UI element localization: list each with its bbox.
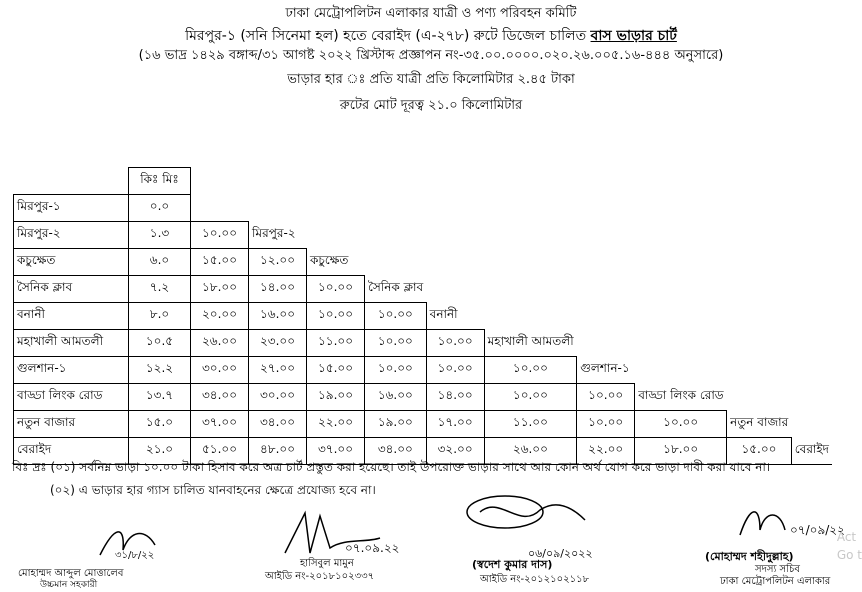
diagonal-stop-label: বনানী [426,303,484,330]
fare-cell: ১৮.০০ [191,276,249,303]
fare-cell: ১৫.০০ [727,438,792,465]
fare-cell: ১০.০০ [426,357,484,384]
sig2-name: হাসিবুল মামুন [300,558,354,569]
sig3-name: (স্বদেশ কুমার দাস) [472,558,553,571]
fare-rate: ভাড়ার হার ঃ প্রতি যাত্রী প্রতি কিলোমিটার ২.৪৫ টাকা [287,72,575,87]
stop-km: ৮.০ [129,303,191,330]
fare-cell: ১০.০০ [577,411,635,438]
stop-name: কচুক্ষেত [14,249,129,276]
stop-name: বনানী [14,303,129,330]
fare-cell: ১৯.০০ [307,384,365,411]
route-title [0,24,862,48]
stop-name: বাড্ডা লিংক রোড [14,384,129,411]
fare-cell: ১৪.০০ [426,384,484,411]
fare-cell: ৩৪.০০ [191,384,249,411]
fare-cell: ৫১.০০ [191,438,249,465]
fare-cell: ১৭.০০ [426,411,484,438]
sig3-id: আইডি নং-২০১২১০২১১৮ [480,574,590,585]
fare-cell: ১১.০০ [484,411,577,438]
sig3-date: ০৬/০৯/২০২২ [528,547,593,560]
sig2-date: ০৭.০৯.২২ [345,541,400,555]
note-2: (০২) এ ভাড়ার হার গ্যাস চালিত যানবাহনের ক্ষেত্রে প্রযোজ্য হবে না। [50,483,376,497]
fare-cell: ১০.০০ [635,411,727,438]
fare-cell: ১৪.০০ [249,276,307,303]
fare-cell: ৩৪.০০ [365,438,427,465]
signature-scrawl-3 [460,490,590,550]
stop-km: ১৫.০ [129,411,191,438]
fare-cell: ১০.০০ [307,276,365,303]
stop-name: নতুন বাজার [14,411,129,438]
fare-cell: ১৬.০০ [365,384,427,411]
fare-cell: ১৬.০০ [249,303,307,330]
fare-cell: ১০.০০ [191,222,249,249]
stop-km: ৬.০ [129,249,191,276]
fare-cell: ১৯.০০ [365,411,427,438]
fare-cell: ২৬.০০ [484,438,577,465]
sig4-title: সদস্য সচিব [755,564,800,575]
fare-cell: ১৮.০০ [635,438,727,465]
route-distance: রুটের মোট দূরত্ব ২১.০ কিলোমিটার [339,98,523,113]
fare-cell: ২০.০০ [191,303,249,330]
table-row [14,330,832,357]
diagonal-stop-label: নতুন বাজার [727,411,792,438]
diagonal-stop-label: গুলশান-১ [577,357,635,384]
stop-name: মিরপুর-২ [14,222,129,249]
gazette-reference: (১৬ ভাদ্র ১৪২৯ বঙ্গাব্দ/৩১ আগষ্ট ২০২২ খ্রিস্টাব্দ প্রজ্ঞাপন নং-৩৫.০০.০০০০.০২০.২৬.০০৫.১৬-৪৪৪ অনুসারে) [138,48,724,63]
fare-cell: ১০.০০ [365,357,427,384]
note-1: বিঃ দ্রঃ (০১) সর্বনিম্ন ভাড়া ১০.০০ টাকা হিসাব করে অত্র চার্ট প্রস্তুত করা হয়েছে। তাই উপরোক্ত ভাড়ার সাথে আর কোন অর্থ যোগ করে ভাড়া দাবী করা যাবে না। [12,460,771,474]
diagonal-stop-label: বেরাইদ [791,438,832,465]
stop-km: ০.০ [129,195,191,222]
committee-title: ঢাকা মেট্রোপলিটন এলাকার যাত্রী ও পণ্য পরিবহন কমিটি [285,6,577,21]
table-row [14,411,832,438]
fare-cell: ১২.০০ [249,249,307,276]
fare-cell: ১৫.০০ [307,357,365,384]
stop-km: ১২.২ [129,357,191,384]
fare-cell: ১০.০০ [365,330,427,357]
fare-cell: ১৫.০০ [191,249,249,276]
sig1-date: ৩১/৮/২২ [115,550,155,561]
fare-cell: ১০.০০ [577,384,635,411]
diagonal-stop-label: মহাখালী আমতলী [484,330,577,357]
stop-name: মহাখালী আমতলী [14,330,129,357]
fare-cell: ১১.০০ [307,330,365,357]
signature-scrawl-4 [735,500,795,540]
table-row [14,249,832,276]
table-header-row [14,168,832,195]
sig4-date: ০৭/০৯/২২ [790,523,845,537]
fare-cell: ১০.০০ [365,303,427,330]
stop-name: বেরাইদ [14,438,129,465]
fare-cell: ৩৭.০০ [191,411,249,438]
sig4-name: (মোহাম্মদ শহীদুল্লাহ) [705,550,794,563]
table-row [14,303,832,330]
diagonal-stop-label: কচুক্ষেত [307,249,365,276]
fare-cell: ৩০.০০ [249,384,307,411]
sig4-org: ঢাকা মেট্রোপলিটন এলাকার [720,576,831,587]
stop-km: ১৩.৭ [129,384,191,411]
diagonal-stop-label: বাড্ডা লিংক রোড [635,384,727,411]
table-row [14,357,832,384]
fare-cell: ৩২.০০ [426,438,484,465]
watermark-line-1: Act [836,530,857,544]
stop-km: ২১.০ [129,438,191,465]
table-row [14,276,832,303]
table-row [14,384,832,411]
stop-km: ১০.৫ [129,330,191,357]
fare-cell: ২২.০০ [577,438,635,465]
fare-cell: ৩৭.০০ [307,438,365,465]
fare-cell: ২৬.০০ [191,330,249,357]
fare-cell: ৩০.০০ [191,357,249,384]
table-row [14,195,832,222]
sig2-id: আইডি নং-২০১৮১০২৩৩৭ [265,571,375,582]
route-prefix: মিরপুর-১ (সনি সিনেমা হল) হতে বেরাইদ (এ-২৭৮) রুটে ডিজেল চালিত [185,28,587,44]
fare-cell: ৪৮.০০ [249,438,307,465]
sig1-title: উচ্চমান সহকারী [40,580,98,590]
fare-cell: ১০.০০ [307,303,365,330]
chart-title: বাস ভাড়ার চার্ট [590,28,677,44]
sig1-name: মোহাম্মদ আব্দুল মোত্তালেব [18,568,124,579]
fare-cell: ২৭.০০ [249,357,307,384]
stop-name: সৈনিক ক্লাব [14,276,129,303]
fare-cell: ৩৪.০০ [249,411,307,438]
stop-km: ১.৩ [129,222,191,249]
stop-name: মিরপুর-১ [14,195,129,222]
stop-km: ৭.২ [129,276,191,303]
fare-chart-table [13,167,832,465]
fare-cell: ১০.০০ [426,330,484,357]
stop-name: গুলশান-১ [14,357,129,384]
fare-cell: ১০.০০ [484,384,577,411]
watermark-line-2: Go t [836,548,862,562]
diagonal-stop-label: সৈনিক ক্লাব [365,276,427,303]
diagonal-stop-label: মিরপুর-২ [249,222,307,249]
fare-cell: ২২.০০ [307,411,365,438]
activation-watermark [837,528,862,564]
blank-cell [14,168,129,195]
table-row [14,222,832,249]
km-column-header: কিঃ মিঃ [129,168,191,195]
fare-cell: ২৩.০০ [249,330,307,357]
fare-cell: ১০.০০ [484,357,577,384]
